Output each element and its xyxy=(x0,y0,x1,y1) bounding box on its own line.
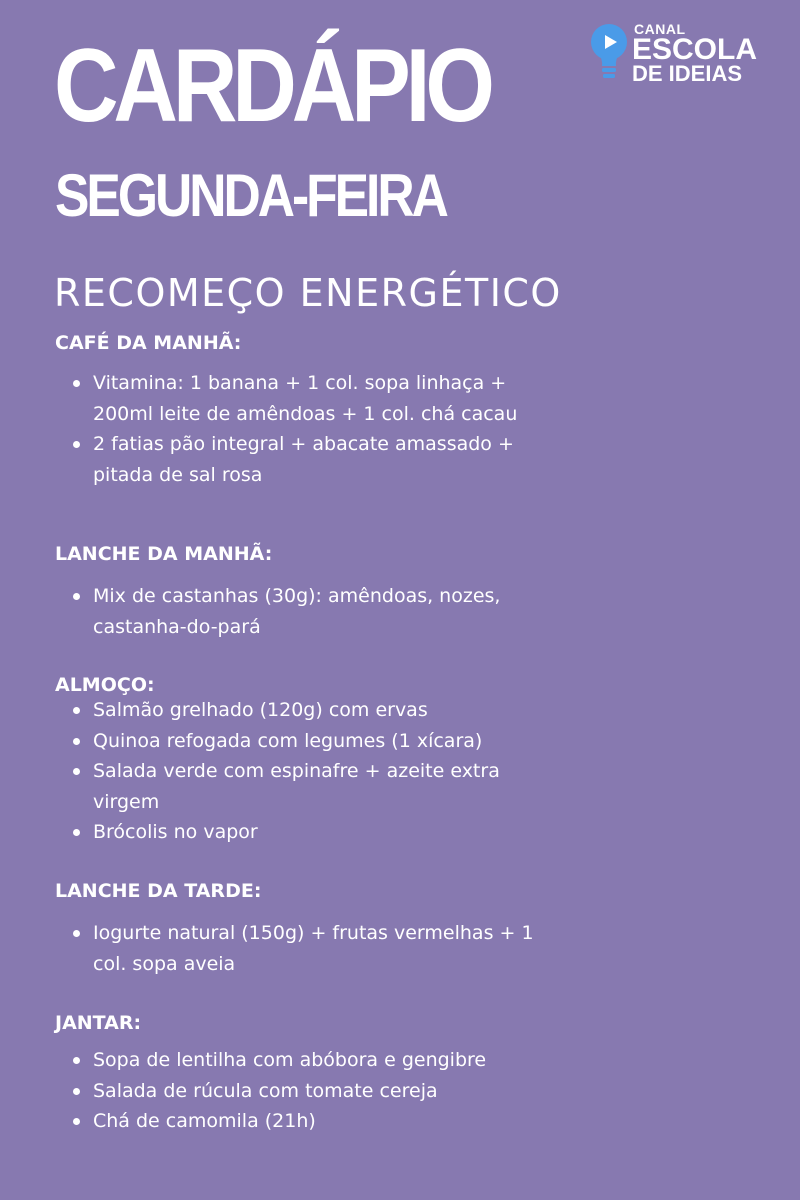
channel-logo xyxy=(590,20,780,88)
list-item: Quinoa refogada com legumes (1 xícara) xyxy=(70,726,550,757)
logo-line-ideias: DE IDEIAS xyxy=(632,61,743,86)
list-item: Sopa de lentilha com abóbora e gengibre xyxy=(70,1045,550,1076)
meal-list-morning-snack xyxy=(70,581,550,642)
meal-list-breakfast xyxy=(70,368,550,490)
meal-title-lunch: ALMOÇO: xyxy=(55,674,155,696)
list-item: 2 fatias pão integral + abacate amassado + pitada de sal rosa xyxy=(70,429,550,490)
logo-line-canal: CANAL xyxy=(634,21,686,37)
page-subtitle: SEGUNDA-FEIRA xyxy=(55,162,446,229)
list-item: Salada verde com espinafre + azeite extra virgem xyxy=(70,756,550,817)
meal-list-lunch xyxy=(70,695,550,848)
list-item: Salmão grelhado (120g) com ervas xyxy=(70,695,550,726)
meal-title-morning-snack: LANCHE DA MANHÃ: xyxy=(55,543,273,565)
page-tagline: RECOMEÇO ENERGÉTICO xyxy=(54,271,562,315)
list-item: Brócolis no vapor xyxy=(70,817,550,848)
meal-title-breakfast: CAFÉ DA MANHÃ: xyxy=(55,332,242,354)
list-item: Iogurte natural (150g) + frutas vermelhas + 1 col. sopa aveia xyxy=(70,918,550,979)
meal-list-afternoon-snack xyxy=(70,918,550,979)
meal-title-dinner: JANTAR: xyxy=(55,1012,142,1034)
logo-line-escola: ESCOLA xyxy=(632,33,758,66)
page-title: CARDÁPIO xyxy=(54,28,490,144)
list-item: Vitamina: 1 banana + 1 col. sopa linhaça + 200ml leite de amêndoas + 1 col. chá cacau xyxy=(70,368,550,429)
list-item: Salada de rúcula com tomate cereja xyxy=(70,1076,550,1107)
lightbulb-play-icon xyxy=(590,22,630,84)
meal-title-afternoon-snack: LANCHE DA TARDE: xyxy=(55,880,262,902)
list-item: Chá de camomila (21h) xyxy=(70,1106,550,1137)
meal-list-dinner xyxy=(70,1045,550,1137)
list-item: Mix de castanhas (30g): amêndoas, nozes, castanha-do-pará xyxy=(70,581,550,642)
